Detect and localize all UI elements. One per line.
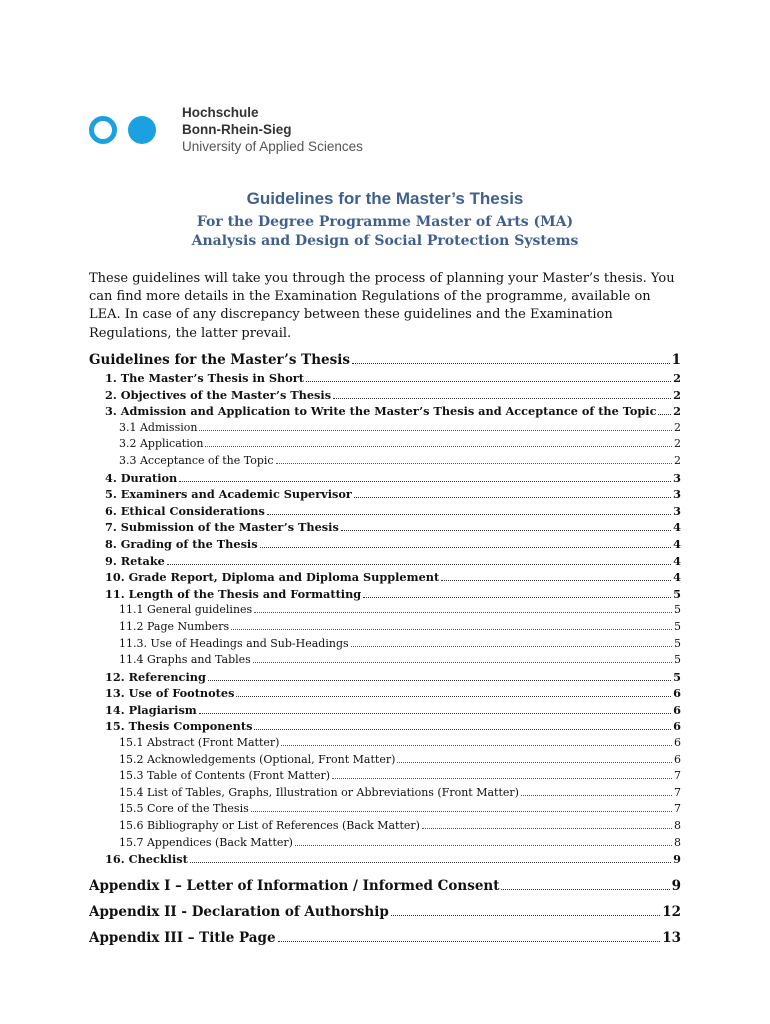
toc-page-number: 4 xyxy=(673,570,681,585)
toc-entry-title: 1. The Master’s Thesis in Short xyxy=(105,371,304,385)
toc-page-number: 3 xyxy=(673,503,681,518)
toc-entry-title: 14. Plagiarism xyxy=(105,702,197,717)
toc-entry[interactable] xyxy=(89,685,681,702)
toc-entry-title: 16. Checklist xyxy=(105,852,188,867)
toc-page-number: 5 xyxy=(673,586,681,601)
toc-leader-dots xyxy=(254,612,672,613)
toc-entry-title: 15.5 Core of the Thesis xyxy=(119,802,249,816)
toc-leader-dots xyxy=(441,580,671,581)
toc-entry-title: 11.4 Graphs and Tables xyxy=(119,653,251,667)
toc-entry-title: 6. Ethical Considerations xyxy=(105,503,265,518)
toc-leader-dots xyxy=(205,446,672,447)
toc-entry-title: 15.3 Table of Contents (Front Matter) xyxy=(119,769,331,783)
toc-leader-dots xyxy=(306,381,671,382)
toc-page-number: 6 xyxy=(673,719,681,734)
toc-entry[interactable] xyxy=(89,602,681,619)
toc-page-number: 2 xyxy=(673,387,681,402)
toc-leader-dots xyxy=(341,530,671,531)
toc-leader-dots xyxy=(397,762,672,763)
toc-entry-title: 15.2 Acknowledgements (Optional, Front Matter) xyxy=(119,752,396,766)
toc-page-number: 2 xyxy=(674,453,681,467)
toc-entry[interactable] xyxy=(89,569,681,586)
toc-leader-dots xyxy=(208,680,671,681)
document-title: Guidelines for the Master’s Thesis xyxy=(246,189,524,208)
toc-entry[interactable] xyxy=(89,519,681,536)
toc-page-number: 1 xyxy=(671,352,681,368)
logo-line-2: Bonn-Rhein-Sieg xyxy=(182,122,292,137)
toc-entry-title: 5. Examiners and Academic Supervisor xyxy=(105,487,352,502)
toc-leader-dots xyxy=(501,889,669,890)
toc-page-number: 13 xyxy=(662,929,681,946)
toc-entry-title: 12. Referencing xyxy=(105,669,206,684)
toc-entry-title: 2. Objectives of the Master’s Thesis xyxy=(105,387,332,402)
toc-leader-dots xyxy=(352,363,670,364)
toc-entry[interactable] xyxy=(89,453,681,470)
toc-leader-dots xyxy=(260,547,672,548)
toc-entry-title: 15.1 Abstract (Front Matter) xyxy=(119,736,280,750)
toc-leader-dots xyxy=(391,915,660,916)
toc-entry-title: 8. Grading of the Thesis xyxy=(105,536,258,551)
toc-page-number: 9 xyxy=(673,852,681,867)
toc-entry[interactable] xyxy=(89,652,681,669)
toc-page-number: 6 xyxy=(673,686,681,701)
toc-leader-dots xyxy=(267,514,671,515)
toc-entry-title: 11.1 General guidelines xyxy=(119,603,253,617)
toc-leader-dots xyxy=(354,497,671,498)
toc-entry-title: 15. Thesis Components xyxy=(105,719,253,734)
toc-page-number: 6 xyxy=(673,702,681,717)
toc-entry-title: 9. Retake xyxy=(105,553,165,568)
toc-leader-dots xyxy=(190,862,671,863)
toc-entry[interactable] xyxy=(89,669,681,686)
document-subtitle-2: Analysis and Design of Social Protection Systems xyxy=(191,233,579,249)
toc-entry[interactable] xyxy=(89,387,681,404)
table-of-contents xyxy=(89,350,681,951)
toc-entry[interactable] xyxy=(89,702,681,719)
toc-entry[interactable] xyxy=(89,370,681,387)
toc-page-number: 7 xyxy=(674,802,681,816)
toc-page-number: 7 xyxy=(674,785,681,799)
toc-page-number: 5 xyxy=(674,653,681,667)
logo-line-1: Hochschule xyxy=(182,105,259,120)
toc-entry-title: 3.2 Application xyxy=(119,437,204,451)
toc-entry[interactable] xyxy=(89,752,681,769)
toc-entry[interactable] xyxy=(89,553,681,570)
toc-page-number: 2 xyxy=(674,420,681,434)
toc-entry-title: 15.6 Bibliography or List of References (Back Matter) xyxy=(119,819,420,833)
toc-appendix-entry[interactable] xyxy=(89,925,681,951)
toc-entry-title: 13. Use of Footnotes xyxy=(105,686,235,701)
toc-leader-dots xyxy=(179,481,671,482)
toc-leader-dots xyxy=(295,845,672,846)
toc-entry[interactable] xyxy=(89,619,681,636)
toc-page-number: 4 xyxy=(673,520,681,535)
toc-page-number: 4 xyxy=(673,553,681,568)
toc-entry-title: Appendix III – Title Page xyxy=(89,929,276,946)
toc-entry[interactable] xyxy=(89,503,681,520)
logo-dot-icon xyxy=(128,116,156,144)
toc-page-number: 5 xyxy=(674,603,681,617)
toc-page-number: 5 xyxy=(674,636,681,650)
toc-entry-title: 15.4 List of Tables, Graphs, Illustration or Abbreviations (Front Matter) xyxy=(119,785,519,799)
toc-entry-title: 15.7 Appendices (Back Matter) xyxy=(119,835,293,849)
intro-paragraph: These guidelines will take you through the process of planning your Master’s thesis. You can find more details in the Examination Regulations of the programme, available on LEA. In case of any discrepancy between these guidelines and the Examination Regulations, the latter prevail. xyxy=(89,271,675,341)
toc-entry-title: 11.3. Use of Headings and Sub-Headings xyxy=(119,636,349,650)
toc-entry-title: Guidelines for the Master’s Thesis xyxy=(89,352,350,368)
toc-leader-dots xyxy=(167,564,671,565)
university-logo xyxy=(89,104,363,155)
toc-page-number: 6 xyxy=(674,736,681,750)
toc-leader-dots xyxy=(333,398,671,399)
toc-page-number: 5 xyxy=(674,619,681,633)
toc-entry-title: 3. Admission and Application to Write the Master’s Thesis and Acceptance of the Topic xyxy=(105,404,657,419)
toc-page-number: 9 xyxy=(671,877,681,894)
toc-entry[interactable] xyxy=(89,586,681,603)
toc-entry[interactable] xyxy=(89,636,681,653)
toc-entry-title: 4. Duration xyxy=(105,470,178,485)
toc-page-number: 6 xyxy=(674,752,681,766)
toc-entry[interactable] xyxy=(89,350,681,370)
document-subtitle-1: For the Degree Programme Master of Arts (MA) xyxy=(196,214,574,230)
toc-leader-dots xyxy=(278,941,661,942)
toc-entry-title: 3.3 Acceptance of the Topic xyxy=(119,453,274,467)
toc-leader-dots xyxy=(332,778,672,779)
toc-entry[interactable] xyxy=(89,536,681,553)
logo-text xyxy=(182,104,363,155)
toc-entry[interactable] xyxy=(89,851,681,868)
toc-leader-dots xyxy=(199,430,672,431)
toc-page-number: 12 xyxy=(662,903,681,920)
toc-appendix-entry[interactable] xyxy=(89,873,681,899)
toc-entry-title: 11.2 Page Numbers xyxy=(119,619,230,633)
toc-leader-dots xyxy=(254,729,671,730)
toc-leader-dots xyxy=(521,795,672,796)
toc-page-number: 3 xyxy=(673,470,681,485)
toc-leader-dots xyxy=(276,463,672,464)
toc-entry-title: 10. Grade Report, Diploma and Diploma Supplement xyxy=(105,570,440,585)
toc-entry[interactable] xyxy=(89,785,681,802)
toc-entry[interactable] xyxy=(89,768,681,785)
toc-entry[interactable] xyxy=(89,735,681,752)
toc-page-number: 7 xyxy=(674,769,681,783)
toc-page-number: 5 xyxy=(673,669,681,684)
toc-page-number: 8 xyxy=(674,819,681,833)
toc-entry[interactable] xyxy=(89,470,681,487)
toc-entry[interactable] xyxy=(89,818,681,835)
toc-leader-dots xyxy=(251,811,672,812)
toc-entry-title: 3.1 Admission xyxy=(119,420,198,434)
toc-entry[interactable] xyxy=(89,801,681,818)
toc-leader-dots xyxy=(236,696,671,697)
toc-leader-dots xyxy=(351,646,672,647)
toc-entry[interactable] xyxy=(89,436,681,453)
toc-entry-title: 7. Submission of the Master’s Thesis xyxy=(105,520,339,535)
logo-ring-icon xyxy=(89,116,117,144)
toc-entry-title: Appendix II - Declaration of Authorship xyxy=(89,903,389,920)
logo-mark xyxy=(89,116,156,144)
toc-entry[interactable] xyxy=(89,403,681,420)
toc-page-number: 4 xyxy=(673,536,681,551)
toc-entry[interactable] xyxy=(89,835,681,852)
toc-appendix-entry[interactable] xyxy=(89,899,681,925)
toc-page-number: 3 xyxy=(673,487,681,502)
toc-entry-title: Appendix I – Letter of Information / Informed Consent xyxy=(89,877,500,894)
logo-line-3: University of Applied Sciences xyxy=(182,139,363,154)
toc-leader-dots xyxy=(422,828,672,829)
toc-entry[interactable] xyxy=(89,718,681,735)
toc-leader-dots xyxy=(253,662,672,663)
toc-page-number: 2 xyxy=(673,404,681,419)
toc-entry[interactable] xyxy=(89,486,681,503)
toc-entry-title: 11. Length of the Thesis and Formatting xyxy=(105,586,362,601)
toc-page-number: 8 xyxy=(674,835,681,849)
toc-leader-dots xyxy=(231,629,672,630)
toc-leader-dots xyxy=(658,414,671,415)
toc-page-number: 2 xyxy=(674,437,681,451)
toc-leader-dots xyxy=(363,597,671,598)
toc-leader-dots xyxy=(199,713,671,714)
toc-entry[interactable] xyxy=(89,420,681,437)
toc-page-number: 2 xyxy=(673,371,681,385)
toc-leader-dots xyxy=(281,745,672,746)
